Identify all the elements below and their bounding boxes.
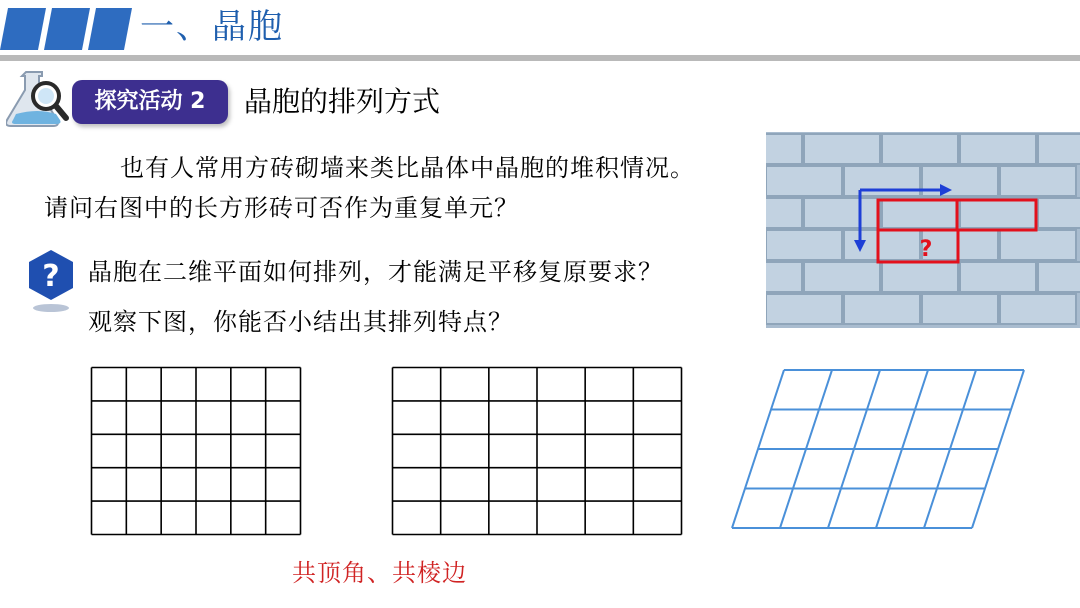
question-line-1: 晶胞在二维平面如何排列，才能满足平移复原要求？ (88, 258, 663, 286)
header-decor-bars (0, 8, 132, 50)
square-grid (90, 366, 302, 536)
activity-title: 晶胞的排列方式 (244, 85, 441, 118)
header-divider (0, 55, 1080, 61)
question-mark-icon (26, 248, 76, 314)
flask-magnifier-icon (6, 66, 70, 130)
question-line-2: 观察下图，你能否小结出其排列特点？ (88, 308, 513, 336)
unknown-brick-mark: ? (919, 237, 933, 262)
activity-badge: 探究活动 2 (72, 80, 228, 124)
brick-wall-figure (766, 132, 1080, 328)
rectangle-grid (391, 366, 683, 536)
parallelogram-grid (730, 368, 1026, 530)
intro-paragraph (44, 148, 766, 228)
paragraph-line-1: 也有人常用方砖砌墙来类比晶体中晶胞的堆积情况。 (120, 154, 695, 182)
paragraph-line-2: 请问右图中的长方形砖可否作为重复单元？ (44, 194, 519, 222)
svg-text:?: ? (42, 259, 60, 294)
grid-caption: 共顶角、共棱边 (292, 559, 467, 587)
section-title: 一、晶胞 (140, 7, 284, 47)
